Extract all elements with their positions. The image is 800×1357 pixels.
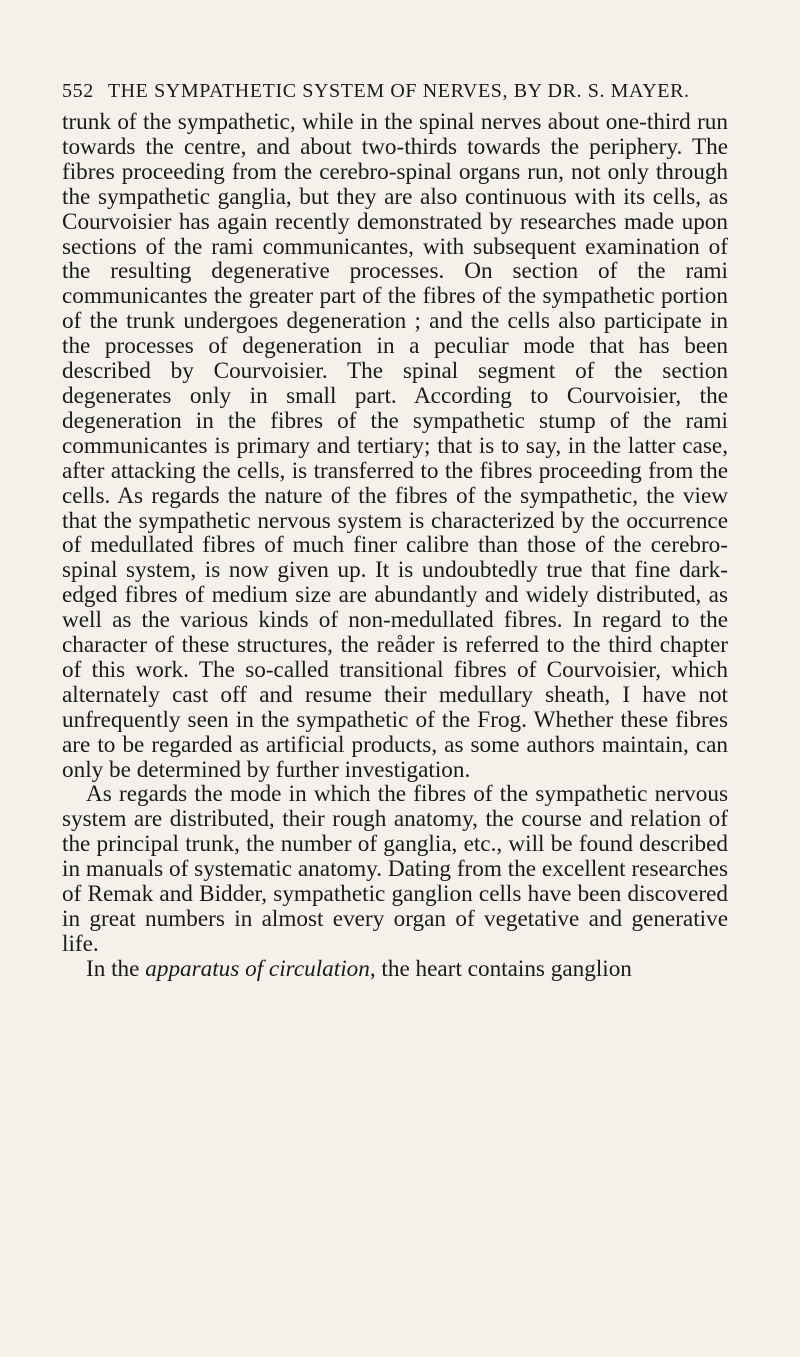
paragraph-3-lead: In the <box>86 955 146 982</box>
book-page <box>62 78 728 982</box>
body-text <box>62 110 728 982</box>
running-header <box>62 78 728 104</box>
paragraph-3 <box>62 957 728 982</box>
paragraph-1: trunk of the sympathetic, while in the spinal nerves about one-third run towards the centre, and about two-thirds towards the periphery. The fibres proceeding from the cerebro-spinal organs run, not only through the sympathetic ganglia, but they are also continuous with its cells, as Courvoisier has again recently demonstrated by researches made upon sections of the rami communicantes, with subsequent examination of the resulting degenerative processes. On section of the rami communicantes the greater part of the fibres of the sympathetic portion of the trunk undergoes degeneration ; and the cells also participate in the processes of degeneration in a peculiar mode that has been described by Courvoisier. The spinal segment of the section degenerates only in small part. According to Courvoisier, the degeneration in the fibres of the sympathetic stump of the rami communicantes is primary and tertiary; that is to say, in the latter case, after attacking the cells, is transferred to the fibres proceeding from the cells. As regards the nature of the fibres of the sympathetic, the view that the sympathetic nervous system is characterized by the occurrence of medullated fibres of much finer calibre than those of the cerebro-spinal system, is now given up. It is undoubtedly true that fine dark-edged fibres of medium size are abundantly and widely distributed, as well as the various kinds of non-medullated fibres. In regard to the character of these structures, the reåder is referred to the third chapter of this work. The so-called transitional fibres of Courvoisier, which alternately cast off and resume their medullary sheath, I have not unfrequently seen in the sympathetic of the Frog. Whether these fibres are to be regarded as artificial products, as some authors maintain, can only be determined by further investigation. <box>62 109 728 783</box>
page-number: 552 <box>62 80 94 102</box>
running-title: THE SYMPATHETIC SYSTEM OF NERVES, BY DR. S. MAYER. <box>107 80 690 102</box>
paragraph-3-italic: apparatus of circulation <box>145 955 370 982</box>
paragraph-3-tail: , the heart contains ganglion <box>369 955 632 982</box>
paragraph-2: As regards the mode in which the fibres of the sympathetic nervous system are distributed, their rough anatomy, the course and relation of the principal trunk, the number of ganglia, etc., will be found described in manuals of systematic anatomy. Dating from the excellent researches of Remak and Bidder, sympathetic ganglion cells have been discovered in great numbers in almost every organ of vegetative and generative life. <box>62 781 728 957</box>
